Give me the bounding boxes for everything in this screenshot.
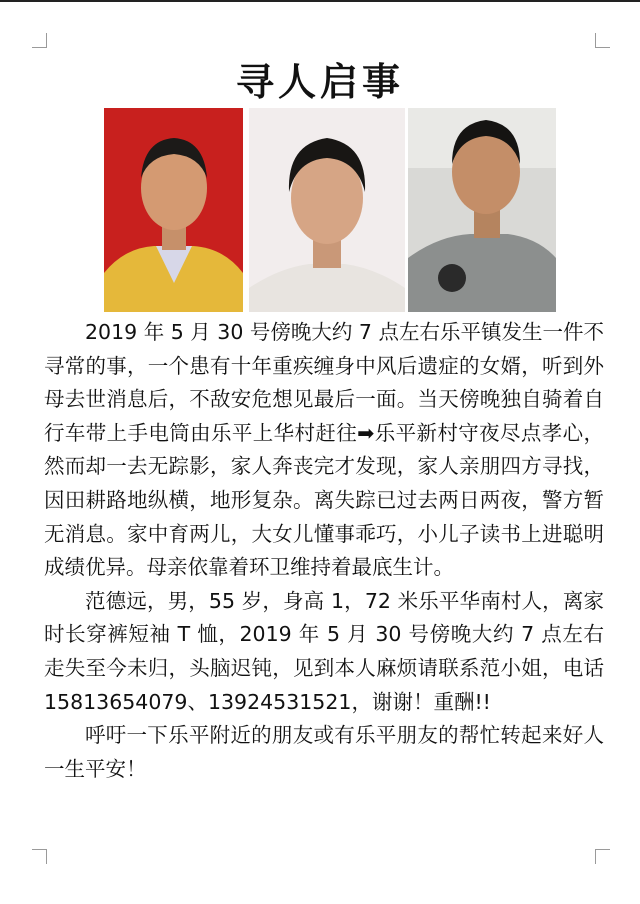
notice-body	[44, 316, 604, 786]
portrait-photo-light-background	[249, 108, 405, 312]
page-corner-mark-bottom-right	[595, 849, 610, 864]
paragraph-person-description: 范德远，男，55 岁，身高 1，72 米乐平华南村人，离家时长穿裤短袖 T 恤，2019 年 5 月 30 号傍晚大约 7 点左右走失至今未归，头脑迟钝，见到本人麻烦请联系范小姐，电话 15813654079、13924531521，谢谢！重酬!!	[44, 588, 604, 714]
page-corner-mark-bottom-left	[32, 849, 47, 864]
paragraph-appeal: 呼吁一下乐平附近的朋友或有乐平朋友的帮忙转起来好人一生平安！	[44, 723, 604, 781]
paragraph-incident: 2019 年 5 月 30 号傍晚大约 7 点左右乐平镇发生一件不寻常的事，一个患有十年重疾缠身中风后遗症的女婿，听到外母去世消息后，不敌安危想见最后一面。当天傍晚独自骑着自行车带上手电筒由乐平上华村赶往➡乐平新村守夜尽点孝心，然而却一去无踪影，家人奔丧完才发现，家人亲朋四方寻找，因田耕路地纵横，地形复杂。离失踪已过去两日两夜，警方暂无消息。家中育两儿，大女儿懂事乖巧，小儿子读书上进聪明成绩优异。母亲依靠着环卫维持着最底生计。	[44, 320, 604, 580]
page-title: 寻人启事	[235, 60, 404, 104]
selfie-photo	[408, 108, 556, 312]
portrait-photo-red-background	[104, 108, 243, 312]
top-border-line	[0, 0, 640, 2]
page-corner-mark-top-right	[595, 33, 610, 48]
page-corner-mark-top-left	[32, 33, 47, 48]
